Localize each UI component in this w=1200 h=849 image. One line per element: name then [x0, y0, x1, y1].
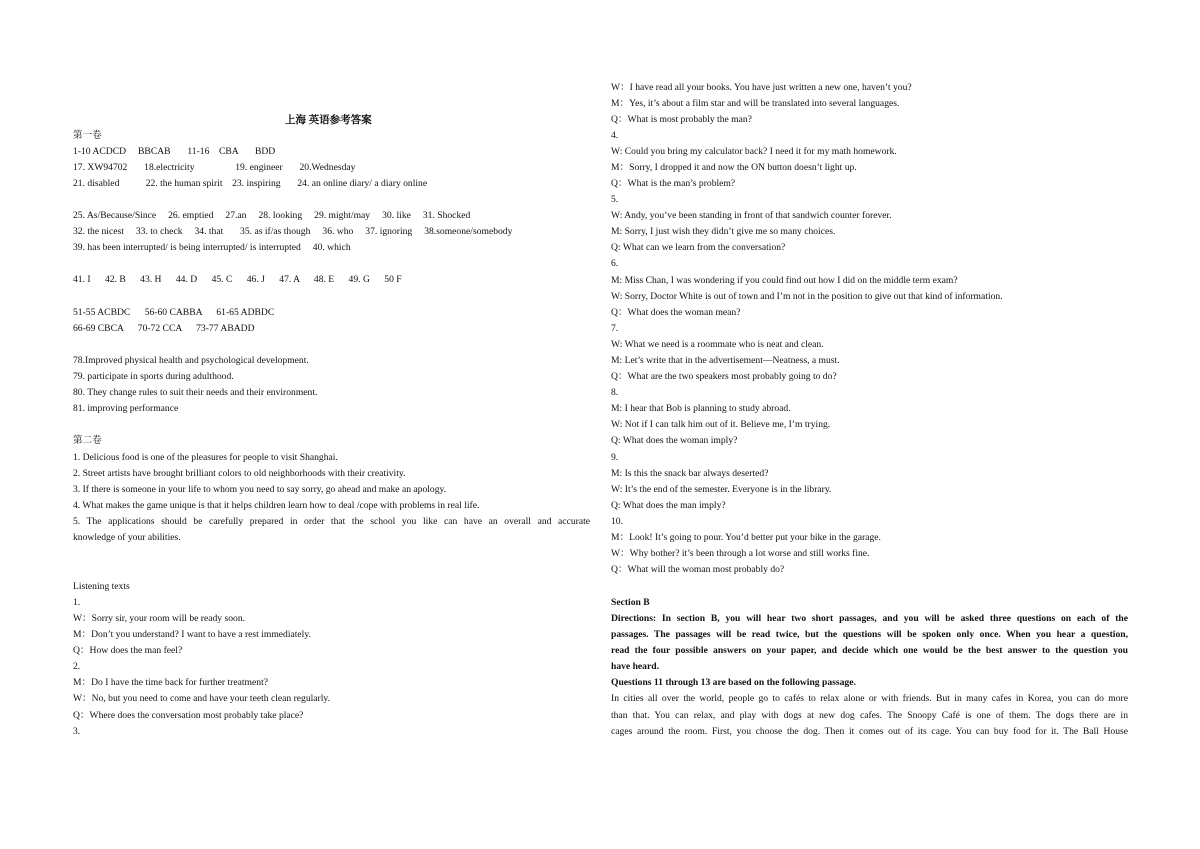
text-line: M：Yes, it’s about a film star and will be translated into several languages.: [611, 98, 900, 109]
text-line: 7.: [611, 323, 619, 334]
text-line: Q：How does the man feel?: [73, 645, 183, 656]
text-line: W: Andy, you’ve been standing in front of that sandwich counter forever.: [611, 210, 892, 221]
text-line: 41. I 42. B 43. H 44. D 45. C 46. J 47. A 48. E 49. G 50 F: [73, 274, 402, 285]
text-line: M：Don’t you understand? I want to have a rest immediately.: [73, 629, 311, 640]
text-line: W：Why bother? it’s been through a lot worse and still works fine.: [611, 548, 870, 559]
text-line: 第二卷: [73, 435, 102, 446]
text-line: M: Sorry, I just wish they didn’t give me so many choices.: [611, 226, 836, 237]
text-line: M: Let’s write that in the advertisement—Neatness, a must.: [611, 355, 840, 366]
text-line: W：No, but you need to come and have your teeth clean regularly.: [73, 693, 330, 704]
text-line: 8.: [611, 387, 619, 398]
text-line: have heard.: [611, 661, 659, 672]
text-line: 1-10 ACDCD BBCAB 11-16 CBA BDD: [73, 146, 276, 157]
text-line: 2.: [73, 661, 81, 672]
text-line: Q: What can we learn from the conversation?: [611, 242, 786, 253]
text-line: 80. They change rules to suit their needs and their environment.: [73, 387, 318, 398]
text-line: 39. has been interrupted/ is being interrupted/ is interrupted 40. which: [73, 242, 351, 253]
text-line: 25. As/Because/Since 26. emptied 27.an 28. looking 29. might/may 30. like 31. Shocked: [73, 210, 471, 221]
text-line: 第一卷: [73, 130, 102, 141]
text-line: Questions 11 through 13 are based on the following passage.: [611, 677, 856, 688]
text-line: read the four possible answers on your paper, and decide which one would be the best answer to the question you: [611, 645, 1128, 656]
text-line: M: I hear that Bob is planning to study abroad.: [611, 403, 791, 414]
text-line: Q：What are the two speakers most probably going to do?: [611, 371, 837, 382]
text-line: 81. improving performance: [73, 403, 179, 414]
text-line: 17. XW94702 18.electricity 19. engineer 20.Wednesday: [73, 162, 356, 173]
text-line: M：Do I have the time back for further treatment?: [73, 677, 268, 688]
text-line: M: Is this the snack bar always deserted?: [611, 468, 769, 479]
text-line: 32. the nicest 33. to check 34. that 35. as if/as though 36. who 37. ignoring 38.someone/somebody: [73, 226, 513, 237]
text-line: M: Miss Chan, I was wondering if you could find out how I did on the middle term exam?: [611, 275, 958, 286]
text-line: 5. The applications should be carefully prepared in order that the school you like can have an overall and accurate: [73, 516, 590, 527]
text-line: 21. disabled 22. the human spirit 23. inspiring 24. an online diary/ a diary online: [73, 178, 428, 189]
text-line: Q：What does the woman mean?: [611, 307, 741, 318]
text-line: knowledge of your abilities.: [73, 532, 181, 543]
text-line: 1. Delicious food is one of the pleasures for people to visit Shanghai.: [73, 452, 338, 463]
text-line: passages. The passages will be read twice, but the questions will be spoken only once. When you hear a question,: [611, 629, 1128, 640]
text-line: 9.: [611, 452, 619, 463]
text-line: 78.Improved physical health and psychological development.: [73, 355, 309, 366]
text-line: Section B: [611, 597, 650, 608]
text-line: Q：What will the woman most probably do?: [611, 564, 785, 575]
text-line: 5.: [611, 194, 619, 205]
text-line: W: It’s the end of the semester. Everyone is in the library.: [611, 484, 832, 495]
text-line: 1.: [73, 597, 81, 608]
text-line: W: Sorry, Doctor White is out of town and I’m not in the position to give out that kind of information.: [611, 291, 1003, 302]
document-title: 上海 英语参考答案: [285, 115, 372, 126]
text-line: Q: What does the man imply?: [611, 500, 726, 511]
text-line: Q: What does the woman imply?: [611, 435, 738, 446]
text-line: cages around the room. First, you choose the dog. Then it comes out of its cage. You can buy food for it. The Ball House: [611, 726, 1128, 737]
text-line: 10.: [611, 516, 623, 527]
text-line: 79. participate in sports during adulthood.: [73, 371, 234, 382]
text-line: 4.: [611, 130, 619, 141]
text-line: Directions: In section B, you will hear two short passages, and you will be asked three questions on each of the: [611, 613, 1128, 624]
text-line: W: Could you bring my calculator back? I need it for my math homework.: [611, 146, 897, 157]
text-line: 3. If there is someone in your life to whom you need to say sorry, go ahead and make an apology.: [73, 484, 447, 495]
text-line: M：Sorry, I dropped it and now the ON button doesn’t light up.: [611, 162, 857, 173]
text-line: W: What we need is a roommate who is neat and clean.: [611, 339, 824, 350]
text-line: Q：What is most probably the man?: [611, 114, 752, 125]
text-line: than that. You can relax, and play with dogs at new dog cafes. The Snoopy Café is one of them. The dogs there are in: [611, 710, 1128, 721]
text-line: 3.: [73, 726, 81, 737]
text-line: Q：What is the man’s problem?: [611, 178, 736, 189]
text-line: M：Look! It’s going to pour. You’d better put your bike in the garage.: [611, 532, 881, 543]
text-line: Listening texts: [73, 581, 130, 592]
text-line: 6.: [611, 258, 619, 269]
text-line: Q：Where does the conversation most probably take place?: [73, 710, 304, 721]
text-line: 2. Street artists have brought brilliant colors to old neighborhoods with their creativity.: [73, 468, 406, 479]
text-line: 4. What makes the game unique is that it helps children learn how to deal /cope with problems in real life.: [73, 500, 480, 511]
text-line: W：I have read all your books. You have just written a new one, haven’t you?: [611, 82, 912, 93]
text-line: In cities all over the world, people go to cafés to relax alone or with friends. But in many cafes in Korea, you can do more: [611, 693, 1128, 704]
text-line: 51-55 ACBDC 56-60 CABBA 61-65 ADBDC: [73, 307, 275, 318]
text-line: W：Sorry sir, your room will be ready soon.: [73, 613, 246, 624]
text-line: W: Not if I can talk him out of it. Believe me, I’m trying.: [611, 419, 831, 430]
text-line: 66-69 CBCA 70-72 CCA 73-77 ABADD: [73, 323, 255, 334]
